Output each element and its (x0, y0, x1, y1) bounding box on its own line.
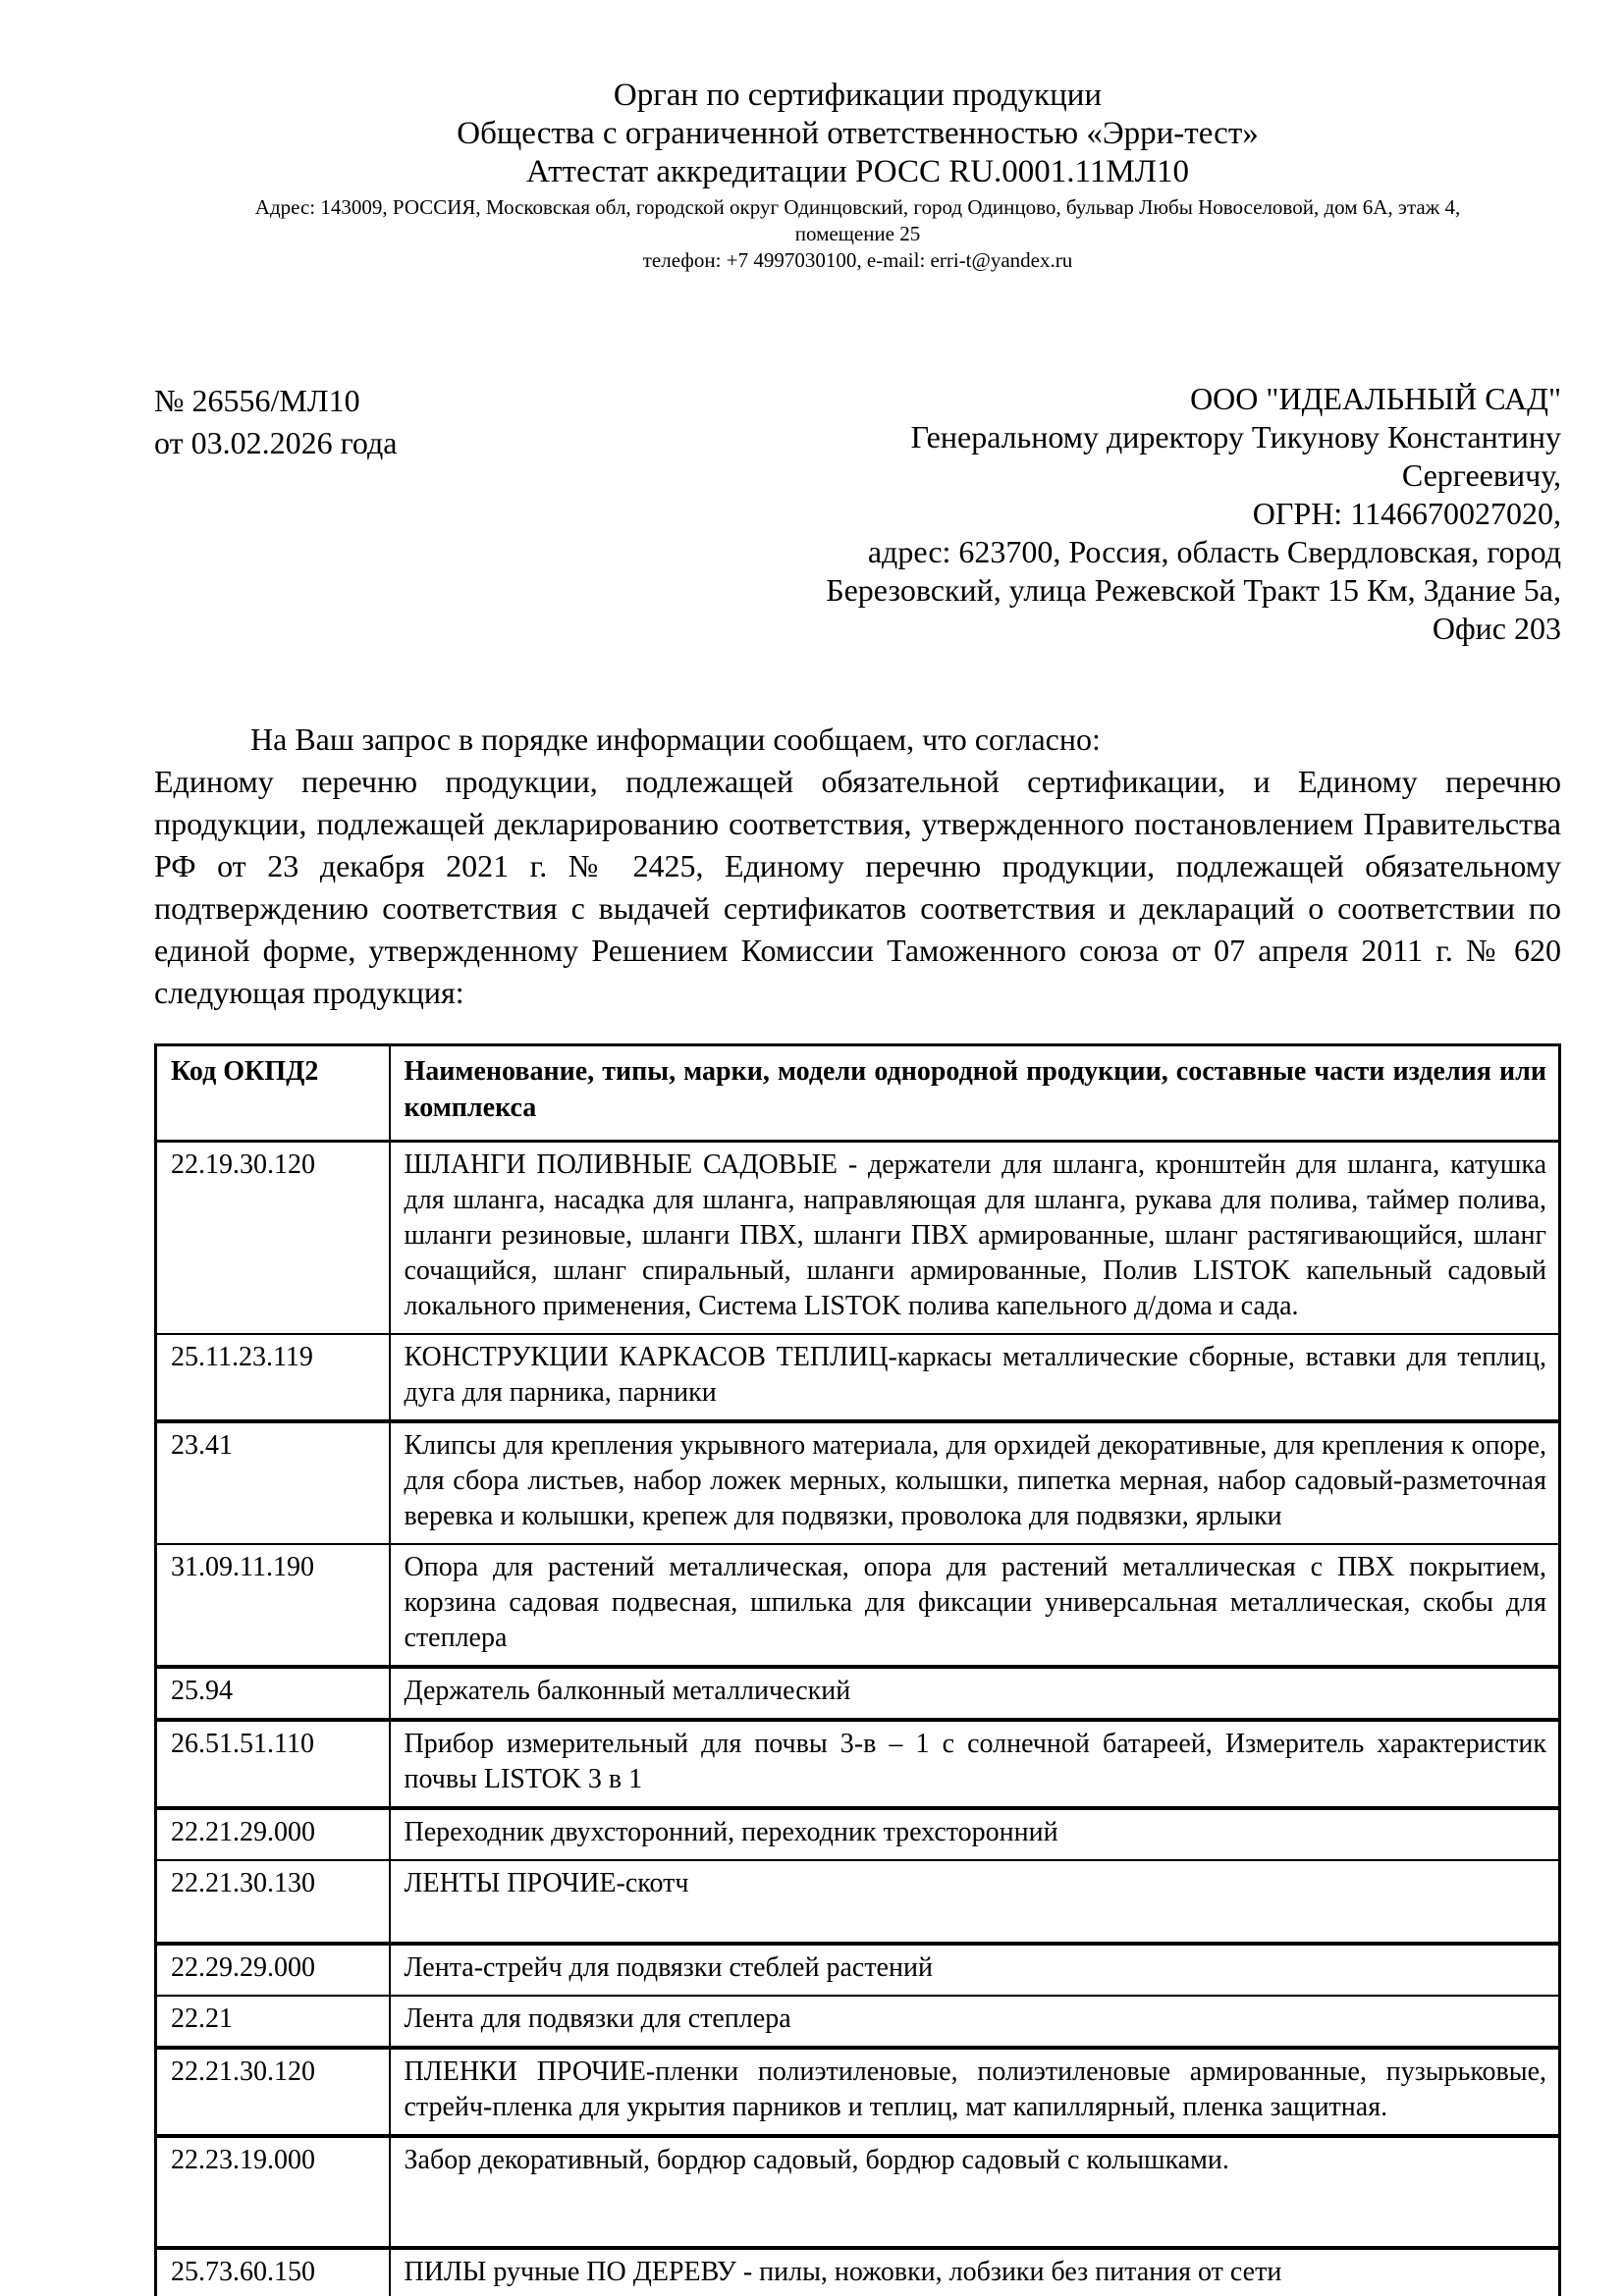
reference-number: № 26556/МЛ10 (154, 383, 360, 418)
table-row (156, 1860, 1560, 1944)
recipient-address-line: адрес: 623700, Россия, область Свердловская, город (867, 534, 1561, 569)
table-row (156, 1808, 1560, 1860)
code-cell: 25.94 (156, 1667, 390, 1720)
code-cell: 22.29.29.000 (156, 1944, 390, 1996)
name-cell: Держатель балконный металлический (390, 1667, 1560, 1720)
reference-block (154, 380, 397, 464)
name-cell: ШЛАНГИ ПОЛИВНЫЕ САДОВЫЕ - держатели для шланга, кронштейн для шланга, катушка для шланга, насадка для шланга, направляющая для шланга, рукава для полива, таймер полива, шланги резиновые, шланги ПВХ, шланги ПВХ армированные, шланг растягивающийся, шланг сочащийся, шланг спиральный, шланги армированные, Полив LISTOK капельный садовый локального применения, Система LISTOK полива капельного д/дома и сада. (390, 1142, 1560, 1335)
code-cell: 22.21 (156, 1996, 390, 2048)
org-name-line-1: Орган по сертификации продукции (613, 78, 1103, 113)
name-cell: Прибор измерительный для почвы 3-в – 1 с солнечной батареей, Измеритель характеристик почвы LISTOK 3 в 1 (390, 1720, 1560, 1808)
table-row (156, 2248, 1560, 2296)
table-row (156, 1544, 1560, 1667)
code-cell: 22.23.19.000 (156, 2136, 390, 2248)
table-row (156, 2048, 1560, 2136)
code-cell: 22.19.30.120 (156, 1142, 390, 1335)
body-paragraph: Единому перечню продукции, подлежащей обязательной сертификации, и Единому перечню продукции, подлежащей декларированию соответствия, утвержденного постановлением Правительства РФ от 23 декабря 2021 г. № 2425, Единому перечню продукции, подлежащей обязательному подтверждению соответствия с выдачей сертификатов соответствия и деклараций о соответствии по единой форме, утвержденному Решением Комиссии Таможенного союза от 07 апреля 2011 г. № 620 следующая продукция: (154, 764, 1561, 1010)
recipient-line: Генеральному директору Тикунову Константину (910, 419, 1561, 454)
table-row (156, 1334, 1560, 1421)
recipient-company: ООО "ИДЕАЛЬНЫЙ САД" (1190, 381, 1561, 416)
recipient-line: Сергеевичу, (1401, 457, 1561, 493)
name-cell: Переходник двухсторонний, переходник трехсторонний (390, 1808, 1560, 1860)
recipient-address-line: Березовский, улица Режевской Тракт 15 Км, Здание 5а, (826, 572, 1561, 608)
reference-recipient-row (154, 380, 1561, 648)
product-table (154, 1043, 1561, 2296)
letterhead-address: Адрес: 143009, РОССИЯ, Московская обл, городской округ Одинцовский, город Одинцово, бульвар Любы Новоселовой, дом 6А, этаж 4, помещение 25 (254, 195, 1461, 245)
table-row (156, 1944, 1560, 1996)
name-cell: КОНСТРУКЦИИ КАРКАСОВ ТЕПЛИЦ-каркасы металлические сборные, вставки для теплиц, дуга для парника, парники (390, 1334, 1560, 1421)
recipient-block (397, 380, 1561, 648)
org-name-line-2: Общества с ограниченной ответственностью «Эрри-тест» (457, 116, 1259, 151)
product-table-body (156, 1142, 1560, 2296)
name-cell: Забор декоративный, бордюр садовый, бордюр садовый с колышками. (390, 2136, 1560, 2248)
name-cell: Лента-стрейч для подвязки стеблей растений (390, 1944, 1560, 1996)
header-cell-name: Наименование, типы, марки, модели однородной продукции, составные части изделия или комплекса (390, 1045, 1560, 1142)
table-row (156, 1996, 1560, 2048)
recipient-address-line: Офис 203 (1432, 611, 1561, 646)
name-cell: Опора для растений металлическая, опора для растений металлическая с ПВХ покрытием, корзина садовая подвесная, шпилька для фиксации универсальная металлическая, скобы для степлера (390, 1544, 1560, 1667)
header-cell-code: Код ОКПД2 (156, 1045, 390, 1142)
code-cell: 25.11.23.119 (156, 1334, 390, 1421)
code-cell: 26.51.51.110 (156, 1720, 390, 1808)
reference-date: от 03.02.2026 года (154, 425, 398, 460)
body-intro: На Ваш запрос в порядке информации сообщаем, что согласно: (250, 721, 1101, 757)
letterhead-contact: телефон: +7 4997030100, e-mail: erri-t@yandex.ru (642, 248, 1073, 272)
code-cell: 23.41 (156, 1421, 390, 1544)
table-row (156, 1720, 1560, 1808)
recipient-ogrn: ОГРН: 1146670027020, (1252, 496, 1561, 531)
letterhead (154, 77, 1561, 274)
code-cell: 22.21.30.130 (156, 1860, 390, 1944)
name-cell: ПИЛЫ ручные ПО ДЕРЕВУ - пилы, ножовки, лобзики без питания от сети (390, 2248, 1560, 2296)
table-header-row (156, 1045, 1560, 1142)
code-cell: 31.09.11.190 (156, 1544, 390, 1667)
name-cell: Лента для подвязки для степлера (390, 1996, 1560, 2048)
table-row (156, 1421, 1560, 1544)
product-table-head (156, 1045, 1560, 1142)
code-cell: 25.73.60.150 (156, 2248, 390, 2296)
table-row (156, 2136, 1560, 2248)
accreditation-line: Аттестат аккредитации РОСС RU.0001.11МЛ10 (525, 154, 1190, 189)
name-cell: ПЛЕНКИ ПРОЧИЕ-пленки полиэтиленовые, полиэтиленовые армированные, пузырьковые, стрейч-пленка для укрытия парников и теплиц, мат капиллярный, пленка защитная. (390, 2048, 1560, 2136)
name-cell: Клипсы для крепления укрывного материала, для орхидей декоративные, для крепления к опоре, для сбора листьев, набор ложек мерных, колышки, пипетка мерная, набор садовый-разметочная веревка и колышки, крепеж для подвязки, проволока для подвязки, ярлыки (390, 1421, 1560, 1544)
code-cell: 22.21.30.120 (156, 2048, 390, 2136)
name-cell: ЛЕНТЫ ПРОЧИЕ-скотч (390, 1860, 1560, 1944)
code-cell: 22.21.29.000 (156, 1808, 390, 1860)
table-row (156, 1667, 1560, 1720)
table-row (156, 1142, 1560, 1335)
